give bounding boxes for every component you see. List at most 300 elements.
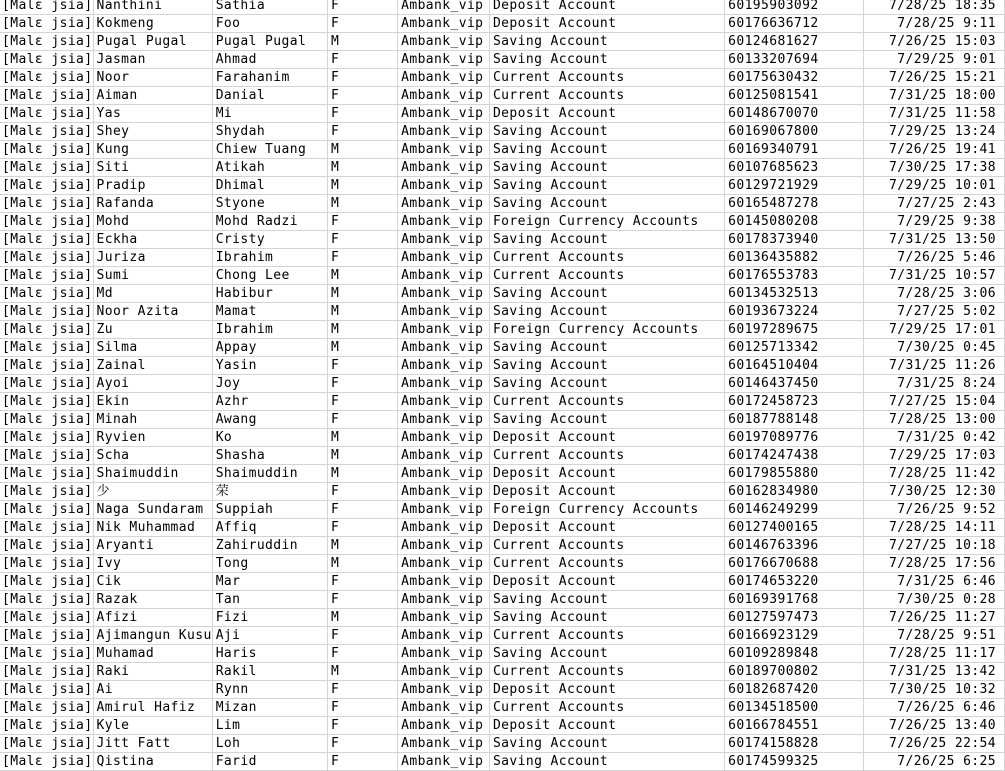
bank-cell[interactable]: Ambank_vip xyxy=(398,321,490,339)
phone-cell[interactable]: 60109289848 xyxy=(725,645,864,663)
gender-cell[interactable]: F xyxy=(328,123,398,141)
account-type-cell[interactable]: Deposit Account xyxy=(489,717,724,735)
last-name-cell[interactable]: Tong xyxy=(212,555,327,573)
phone-cell[interactable]: 60127400165 xyxy=(725,519,864,537)
region-cell[interactable]: [Malε jsia] xyxy=(2,430,93,445)
date-cell[interactable]: 7/26/25 6:46 xyxy=(863,699,1004,717)
phone-cell[interactable]: 60174599325 xyxy=(725,753,864,771)
account-type-cell[interactable]: Saving Account xyxy=(489,33,724,51)
account-type-cell[interactable]: Current Accounts xyxy=(489,267,724,285)
gender-cell[interactable]: M xyxy=(328,141,398,159)
first-name-cell[interactable]: Kung xyxy=(93,141,212,159)
phone-cell[interactable]: 60107685623 xyxy=(725,159,864,177)
date-cell[interactable]: 7/28/25 9:51 xyxy=(863,627,1004,645)
phone-cell[interactable]: 60174247438 xyxy=(725,447,864,465)
phone-cell[interactable]: 60148670070 xyxy=(725,105,864,123)
bank-cell[interactable]: Ambank_vip xyxy=(398,393,490,411)
gender-cell[interactable]: F xyxy=(328,699,398,717)
phone-cell[interactable]: 60134532513 xyxy=(725,285,864,303)
date-cell[interactable]: 7/28/25 11:42 xyxy=(863,465,1004,483)
gender-cell[interactable]: M xyxy=(328,321,398,339)
date-cell[interactable]: 7/31/25 13:50 xyxy=(863,231,1004,249)
gender-cell[interactable]: M xyxy=(328,609,398,627)
gender-cell[interactable]: F xyxy=(328,105,398,123)
bank-cell[interactable]: Ambank_vip xyxy=(398,735,490,753)
phone-cell[interactable]: 60127597473 xyxy=(725,609,864,627)
bank-cell[interactable]: Ambank_vip xyxy=(398,753,490,771)
last-name-cell[interactable]: Dhimal xyxy=(212,177,327,195)
last-name-cell[interactable]: 荣 xyxy=(212,483,327,501)
account-type-cell[interactable]: Current Accounts xyxy=(489,447,724,465)
first-name-cell[interactable]: Scha xyxy=(93,447,212,465)
date-cell[interactable]: 7/26/25 5:46 xyxy=(863,249,1004,267)
date-cell[interactable]: 7/27/25 5:02 xyxy=(863,303,1004,321)
bank-cell[interactable]: Ambank_vip xyxy=(398,285,490,303)
account-type-cell[interactable]: Saving Account xyxy=(489,753,724,771)
bank-cell[interactable]: Ambank_vip xyxy=(398,105,490,123)
phone-cell[interactable]: 60174158828 xyxy=(725,735,864,753)
last-name-cell[interactable]: Farid xyxy=(212,753,327,771)
bank-cell[interactable]: Ambank_vip xyxy=(398,681,490,699)
first-name-cell[interactable]: Eckha xyxy=(93,231,212,249)
date-cell[interactable]: 7/26/25 9:52 xyxy=(863,501,1004,519)
region-cell[interactable]: [Malε jsia] xyxy=(2,700,93,715)
gender-cell[interactable]: F xyxy=(328,501,398,519)
date-cell[interactable]: 7/29/25 9:01 xyxy=(863,51,1004,69)
phone-cell[interactable]: 60169067800 xyxy=(725,123,864,141)
last-name-cell[interactable]: Haris xyxy=(212,645,327,663)
date-cell[interactable]: 7/26/25 22:54 xyxy=(863,735,1004,753)
region-cell[interactable]: [Malε jsia] xyxy=(2,412,93,427)
last-name-cell[interactable]: Foo xyxy=(212,15,327,33)
first-name-cell[interactable]: Noor xyxy=(93,69,212,87)
region-cell[interactable]: [Malε jsia] xyxy=(2,448,93,463)
last-name-cell[interactable]: Habibur xyxy=(212,285,327,303)
gender-cell[interactable]: F xyxy=(328,357,398,375)
gender-cell[interactable]: M xyxy=(328,555,398,573)
first-name-cell[interactable]: Aryanti xyxy=(93,537,212,555)
account-type-cell[interactable]: Saving Account xyxy=(489,159,724,177)
first-name-cell[interactable]: 少 xyxy=(93,483,212,501)
bank-cell[interactable]: Ambank_vip xyxy=(398,483,490,501)
phone-cell[interactable]: 60193673224 xyxy=(725,303,864,321)
last-name-cell[interactable]: Mi xyxy=(212,105,327,123)
date-cell[interactable]: 7/29/25 9:38 xyxy=(863,213,1004,231)
region-cell[interactable]: [Malε jsia] xyxy=(2,466,93,481)
last-name-cell[interactable]: Zahiruddin xyxy=(212,537,327,555)
gender-cell[interactable]: M xyxy=(328,663,398,681)
phone-cell[interactable]: 60182687420 xyxy=(725,681,864,699)
bank-cell[interactable]: Ambank_vip xyxy=(398,555,490,573)
phone-cell[interactable]: 60176670688 xyxy=(725,555,864,573)
gender-cell[interactable]: F xyxy=(328,213,398,231)
date-cell[interactable]: 7/26/25 15:21 xyxy=(863,69,1004,87)
bank-cell[interactable]: Ambank_vip xyxy=(398,15,490,33)
account-type-cell[interactable]: Current Accounts xyxy=(489,249,724,267)
gender-cell[interactable]: M xyxy=(328,447,398,465)
region-cell[interactable]: [Malε jsia] xyxy=(2,286,93,301)
region-cell[interactable]: [Malε jsia] xyxy=(2,592,93,607)
account-type-cell[interactable]: Saving Account xyxy=(489,375,724,393)
phone-cell[interactable]: 60178373940 xyxy=(725,231,864,249)
bank-cell[interactable]: Ambank_vip xyxy=(398,267,490,285)
date-cell[interactable]: 7/31/25 18:00 xyxy=(863,87,1004,105)
first-name-cell[interactable]: Kyle xyxy=(93,717,212,735)
date-cell[interactable]: 7/29/25 17:01 xyxy=(863,321,1004,339)
date-cell[interactable]: 7/31/25 8:24 xyxy=(863,375,1004,393)
date-cell[interactable]: 7/28/25 14:11 xyxy=(863,519,1004,537)
region-cell[interactable]: [Malε jsia] xyxy=(2,646,93,661)
gender-cell[interactable]: F xyxy=(328,753,398,771)
date-cell[interactable]: 7/31/25 11:26 xyxy=(863,357,1004,375)
first-name-cell[interactable]: Pradip xyxy=(93,177,212,195)
region-cell[interactable]: [Malε jsia] xyxy=(2,52,93,67)
first-name-cell[interactable]: Yas xyxy=(93,105,212,123)
first-name-cell[interactable]: Minah xyxy=(93,411,212,429)
region-cell[interactable]: [Malε jsia] xyxy=(2,214,93,229)
phone-cell[interactable]: 60169340791 xyxy=(725,141,864,159)
phone-cell[interactable]: 60166784551 xyxy=(725,717,864,735)
last-name-cell[interactable]: Ko xyxy=(212,429,327,447)
region-cell[interactable]: [Malε jsia] xyxy=(2,88,93,103)
account-type-cell[interactable]: Saving Account xyxy=(489,177,724,195)
bank-cell[interactable]: Ambank_vip xyxy=(398,537,490,555)
bank-cell[interactable]: Ambank_vip xyxy=(398,123,490,141)
first-name-cell[interactable]: Ajimangun Kusu xyxy=(93,627,212,645)
region-cell[interactable]: [Malε jsia] xyxy=(2,376,93,391)
date-cell[interactable]: 7/27/25 15:04 xyxy=(863,393,1004,411)
region-cell[interactable]: [Malε jsia] xyxy=(2,574,93,589)
region-cell[interactable]: [Malε jsia] xyxy=(2,736,93,751)
first-name-cell[interactable]: Nanthini xyxy=(93,0,212,15)
gender-cell[interactable]: F xyxy=(328,87,398,105)
first-name-cell[interactable]: Naga Sundaram xyxy=(93,501,212,519)
gender-cell[interactable]: F xyxy=(328,0,398,15)
bank-cell[interactable]: Ambank_vip xyxy=(398,303,490,321)
gender-cell[interactable]: F xyxy=(328,51,398,69)
account-type-cell[interactable]: Saving Account xyxy=(489,231,724,249)
gender-cell[interactable]: F xyxy=(328,249,398,267)
account-type-cell[interactable]: Deposit Account xyxy=(489,0,724,15)
phone-cell[interactable]: 60124681627 xyxy=(725,33,864,51)
date-cell[interactable]: 7/28/25 11:17 xyxy=(863,645,1004,663)
phone-cell[interactable]: 60174653220 xyxy=(725,573,864,591)
account-type-cell[interactable]: Saving Account xyxy=(489,51,724,69)
last-name-cell[interactable]: Rynn xyxy=(212,681,327,699)
region-cell[interactable]: [Malε jsia] xyxy=(2,232,93,247)
region-cell[interactable]: [Malε jsia] xyxy=(2,304,93,319)
bank-cell[interactable]: Ambank_vip xyxy=(398,717,490,735)
bank-cell[interactable]: Ambank_vip xyxy=(398,627,490,645)
first-name-cell[interactable]: Cik xyxy=(93,573,212,591)
account-type-cell[interactable]: Foreign Currency Accounts xyxy=(489,213,724,231)
phone-cell[interactable]: 60162834980 xyxy=(725,483,864,501)
last-name-cell[interactable]: Yasin xyxy=(212,357,327,375)
account-type-cell[interactable]: Deposit Account xyxy=(489,681,724,699)
bank-cell[interactable]: Ambank_vip xyxy=(398,645,490,663)
account-type-cell[interactable]: Current Accounts xyxy=(489,87,724,105)
first-name-cell[interactable]: Qistina xyxy=(93,753,212,771)
bank-cell[interactable]: Ambank_vip xyxy=(398,159,490,177)
phone-cell[interactable]: 60134518500 xyxy=(725,699,864,717)
first-name-cell[interactable]: Md xyxy=(93,285,212,303)
account-type-cell[interactable]: Foreign Currency Accounts xyxy=(489,321,724,339)
date-cell[interactable]: 7/26/25 15:03 xyxy=(863,33,1004,51)
account-type-cell[interactable]: Deposit Account xyxy=(489,429,724,447)
gender-cell[interactable]: M xyxy=(328,159,398,177)
account-type-cell[interactable]: Current Accounts xyxy=(489,537,724,555)
phone-cell[interactable]: 60189700802 xyxy=(725,663,864,681)
region-cell[interactable]: [Malε jsia] xyxy=(2,142,93,157)
last-name-cell[interactable]: Lim xyxy=(212,717,327,735)
phone-cell[interactable]: 60195903092 xyxy=(725,0,864,15)
last-name-cell[interactable]: Tan xyxy=(212,591,327,609)
first-name-cell[interactable]: Sumi xyxy=(93,267,212,285)
bank-cell[interactable]: Ambank_vip xyxy=(398,33,490,51)
gender-cell[interactable]: M xyxy=(328,285,398,303)
last-name-cell[interactable]: Rakil xyxy=(212,663,327,681)
first-name-cell[interactable]: Jasman xyxy=(93,51,212,69)
phone-cell[interactable]: 60166923129 xyxy=(725,627,864,645)
date-cell[interactable]: 7/28/25 9:11 xyxy=(863,15,1004,33)
gender-cell[interactable]: M xyxy=(328,177,398,195)
account-type-cell[interactable]: Saving Account xyxy=(489,141,724,159)
region-cell[interactable]: [Malε jsia] xyxy=(2,394,93,409)
first-name-cell[interactable]: Amirul Hafiz xyxy=(93,699,212,717)
last-name-cell[interactable]: Appay xyxy=(212,339,327,357)
account-type-cell[interactable]: Current Accounts xyxy=(489,555,724,573)
bank-cell[interactable]: Ambank_vip xyxy=(398,87,490,105)
last-name-cell[interactable]: Awang xyxy=(212,411,327,429)
date-cell[interactable]: 7/30/25 17:38 xyxy=(863,159,1004,177)
date-cell[interactable]: 7/30/25 10:32 xyxy=(863,681,1004,699)
first-name-cell[interactable]: Ryvien xyxy=(93,429,212,447)
gender-cell[interactable]: M xyxy=(328,33,398,51)
bank-cell[interactable]: Ambank_vip xyxy=(398,699,490,717)
first-name-cell[interactable]: Shaimuddin xyxy=(93,465,212,483)
region-cell[interactable]: [Malε jsia] xyxy=(2,16,93,31)
date-cell[interactable]: 7/28/25 13:00 xyxy=(863,411,1004,429)
region-cell[interactable]: [Malε jsia] xyxy=(2,520,93,535)
gender-cell[interactable]: M xyxy=(328,303,398,321)
date-cell[interactable]: 7/28/25 18:35 xyxy=(863,0,1004,15)
account-type-cell[interactable]: Current Accounts xyxy=(489,393,724,411)
date-cell[interactable]: 7/26/25 11:27 xyxy=(863,609,1004,627)
gender-cell[interactable]: F xyxy=(328,15,398,33)
first-name-cell[interactable]: Pugal Pugal xyxy=(93,33,212,51)
gender-cell[interactable]: M xyxy=(328,429,398,447)
bank-cell[interactable]: Ambank_vip xyxy=(398,609,490,627)
account-type-cell[interactable]: Current Accounts xyxy=(489,663,724,681)
region-cell[interactable]: [Malε jsia] xyxy=(2,178,93,193)
phone-cell[interactable]: 60176553783 xyxy=(725,267,864,285)
region-cell[interactable]: [Malε jsia] xyxy=(2,682,93,697)
gender-cell[interactable]: F xyxy=(328,393,398,411)
bank-cell[interactable]: Ambank_vip xyxy=(398,177,490,195)
region-cell[interactable]: [Malε jsia] xyxy=(0,0,93,15)
date-cell[interactable]: 7/31/25 0:42 xyxy=(863,429,1004,447)
bank-cell[interactable]: Ambank_vip xyxy=(398,213,490,231)
region-cell[interactable]: [Malε jsia] xyxy=(2,196,93,211)
date-cell[interactable]: 7/26/25 19:41 xyxy=(863,141,1004,159)
first-name-cell[interactable]: Ivy xyxy=(93,555,212,573)
gender-cell[interactable]: F xyxy=(328,627,398,645)
date-cell[interactable]: 7/31/25 10:57 xyxy=(863,267,1004,285)
first-name-cell[interactable]: Noor Azita xyxy=(93,303,212,321)
phone-cell[interactable]: 60172458723 xyxy=(725,393,864,411)
first-name-cell[interactable]: Jitt Fatt xyxy=(93,735,212,753)
phone-cell[interactable]: 60165487278 xyxy=(725,195,864,213)
date-cell[interactable]: 7/31/25 11:58 xyxy=(863,105,1004,123)
bank-cell[interactable]: Ambank_vip xyxy=(398,447,490,465)
bank-cell[interactable]: Ambank_vip xyxy=(398,429,490,447)
first-name-cell[interactable]: Zu xyxy=(93,321,212,339)
account-type-cell[interactable]: Deposit Account xyxy=(489,15,724,33)
first-name-cell[interactable]: Afizi xyxy=(93,609,212,627)
phone-cell[interactable]: 60179855880 xyxy=(725,465,864,483)
bank-cell[interactable]: Ambank_vip xyxy=(398,375,490,393)
phone-cell[interactable]: 60187788148 xyxy=(725,411,864,429)
phone-cell[interactable]: 60125713342 xyxy=(725,339,864,357)
region-cell[interactable]: [Malε jsia] xyxy=(2,664,93,679)
first-name-cell[interactable]: Nik Muhammad xyxy=(93,519,212,537)
bank-cell[interactable]: Ambank_vip xyxy=(398,339,490,357)
phone-cell[interactable]: 60146763396 xyxy=(725,537,864,555)
gender-cell[interactable]: M xyxy=(328,537,398,555)
date-cell[interactable]: 7/31/25 13:42 xyxy=(863,663,1004,681)
account-type-cell[interactable]: Current Accounts xyxy=(489,699,724,717)
date-cell[interactable]: 7/31/25 6:46 xyxy=(863,573,1004,591)
date-cell[interactable]: 7/28/25 17:56 xyxy=(863,555,1004,573)
account-type-cell[interactable]: Saving Account xyxy=(489,339,724,357)
last-name-cell[interactable]: Mizan xyxy=(212,699,327,717)
last-name-cell[interactable]: Mar xyxy=(212,573,327,591)
last-name-cell[interactable]: Suppiah xyxy=(212,501,327,519)
last-name-cell[interactable]: Affiq xyxy=(212,519,327,537)
date-cell[interactable]: 7/29/25 13:24 xyxy=(863,123,1004,141)
region-cell[interactable]: [Malε jsia] xyxy=(2,70,93,85)
phone-cell[interactable]: 60129721929 xyxy=(725,177,864,195)
first-name-cell[interactable]: Siti xyxy=(93,159,212,177)
region-cell[interactable]: [Malε jsia] xyxy=(2,340,93,355)
phone-cell[interactable]: 60145080208 xyxy=(725,213,864,231)
last-name-cell[interactable]: Cristy xyxy=(212,231,327,249)
first-name-cell[interactable]: Ai xyxy=(93,681,212,699)
gender-cell[interactable]: F xyxy=(328,645,398,663)
last-name-cell[interactable]: Aji xyxy=(212,627,327,645)
phone-cell[interactable]: 60169391768 xyxy=(725,591,864,609)
region-cell[interactable]: [Malε jsia] xyxy=(2,754,93,769)
region-cell[interactable]: [Malε jsia] xyxy=(2,502,93,517)
date-cell[interactable]: 7/27/25 10:18 xyxy=(863,537,1004,555)
first-name-cell[interactable]: Shey xyxy=(93,123,212,141)
account-type-cell[interactable]: Saving Account xyxy=(489,609,724,627)
region-cell[interactable]: [Malε jsia] xyxy=(2,718,93,733)
first-name-cell[interactable]: Mohd xyxy=(93,213,212,231)
last-name-cell[interactable]: Joy xyxy=(212,375,327,393)
gender-cell[interactable]: M xyxy=(328,267,398,285)
account-type-cell[interactable]: Deposit Account xyxy=(489,465,724,483)
first-name-cell[interactable]: Razak xyxy=(93,591,212,609)
account-type-cell[interactable]: Saving Account xyxy=(489,303,724,321)
last-name-cell[interactable]: Chong Lee xyxy=(212,267,327,285)
last-name-cell[interactable]: Ahmad xyxy=(212,51,327,69)
gender-cell[interactable]: F xyxy=(328,375,398,393)
last-name-cell[interactable]: Danial xyxy=(212,87,327,105)
bank-cell[interactable]: Ambank_vip xyxy=(398,249,490,267)
account-type-cell[interactable]: Saving Account xyxy=(489,357,724,375)
account-type-cell[interactable]: Deposit Account xyxy=(489,519,724,537)
gender-cell[interactable]: M xyxy=(328,195,398,213)
first-name-cell[interactable]: Juriza xyxy=(93,249,212,267)
bank-cell[interactable]: Ambank_vip xyxy=(398,231,490,249)
account-type-cell[interactable]: Deposit Account xyxy=(489,105,724,123)
region-cell[interactable]: [Malε jsia] xyxy=(2,556,93,571)
region-cell[interactable]: [Malε jsia] xyxy=(2,124,93,139)
date-cell[interactable]: 7/30/25 0:45 xyxy=(863,339,1004,357)
region-cell[interactable]: [Malε jsia] xyxy=(2,628,93,643)
gender-cell[interactable]: F xyxy=(328,735,398,753)
last-name-cell[interactable]: Chiew Tuang xyxy=(212,141,327,159)
first-name-cell[interactable]: Ayoi xyxy=(93,375,212,393)
gender-cell[interactable]: F xyxy=(328,681,398,699)
account-type-cell[interactable]: Saving Account xyxy=(489,411,724,429)
first-name-cell[interactable]: Ekin xyxy=(93,393,212,411)
last-name-cell[interactable]: Atikah xyxy=(212,159,327,177)
phone-cell[interactable]: 60175630432 xyxy=(725,69,864,87)
date-cell[interactable]: 7/30/25 0:28 xyxy=(863,591,1004,609)
account-type-cell[interactable]: Foreign Currency Accounts xyxy=(489,501,724,519)
last-name-cell[interactable]: Farahanim xyxy=(212,69,327,87)
date-cell[interactable]: 7/29/25 17:03 xyxy=(863,447,1004,465)
gender-cell[interactable]: F xyxy=(328,519,398,537)
first-name-cell[interactable]: Muhamad xyxy=(93,645,212,663)
last-name-cell[interactable]: Styone xyxy=(212,195,327,213)
region-cell[interactable]: [Malε jsia] xyxy=(2,538,93,553)
gender-cell[interactable]: F xyxy=(328,483,398,501)
date-cell[interactable]: 7/30/25 12:30 xyxy=(863,483,1004,501)
bank-cell[interactable]: Ambank_vip xyxy=(398,501,490,519)
phone-cell[interactable]: 60133207694 xyxy=(725,51,864,69)
account-type-cell[interactable]: Saving Account xyxy=(489,285,724,303)
bank-cell[interactable]: Ambank_vip xyxy=(398,195,490,213)
region-cell[interactable]: [Malε jsia] xyxy=(2,610,93,625)
phone-cell[interactable]: 60136435882 xyxy=(725,249,864,267)
bank-cell[interactable]: Ambank_vip xyxy=(398,411,490,429)
bank-cell[interactable]: Ambank_vip xyxy=(398,591,490,609)
region-cell[interactable]: [Malε jsia] xyxy=(2,322,93,337)
region-cell[interactable]: [Malε jsia] xyxy=(2,358,93,373)
region-cell[interactable]: [Malε jsia] xyxy=(2,106,93,121)
last-name-cell[interactable]: Fizi xyxy=(212,609,327,627)
bank-cell[interactable]: Ambank_vip xyxy=(398,573,490,591)
region-cell[interactable]: [Malε jsia] xyxy=(2,250,93,265)
last-name-cell[interactable]: Sathia xyxy=(212,0,327,15)
gender-cell[interactable]: F xyxy=(328,69,398,87)
first-name-cell[interactable]: Aiman xyxy=(93,87,212,105)
last-name-cell[interactable]: Pugal Pugal xyxy=(212,33,327,51)
last-name-cell[interactable]: Ibrahim xyxy=(212,249,327,267)
gender-cell[interactable]: F xyxy=(328,231,398,249)
phone-cell[interactable]: 60197089776 xyxy=(725,429,864,447)
gender-cell[interactable]: F xyxy=(328,573,398,591)
account-type-cell[interactable]: Saving Account xyxy=(489,123,724,141)
last-name-cell[interactable]: Mohd Radzi xyxy=(212,213,327,231)
phone-cell[interactable]: 60197289675 xyxy=(725,321,864,339)
last-name-cell[interactable]: Shydah xyxy=(212,123,327,141)
gender-cell[interactable]: F xyxy=(328,411,398,429)
account-type-cell[interactable]: Saving Account xyxy=(489,195,724,213)
